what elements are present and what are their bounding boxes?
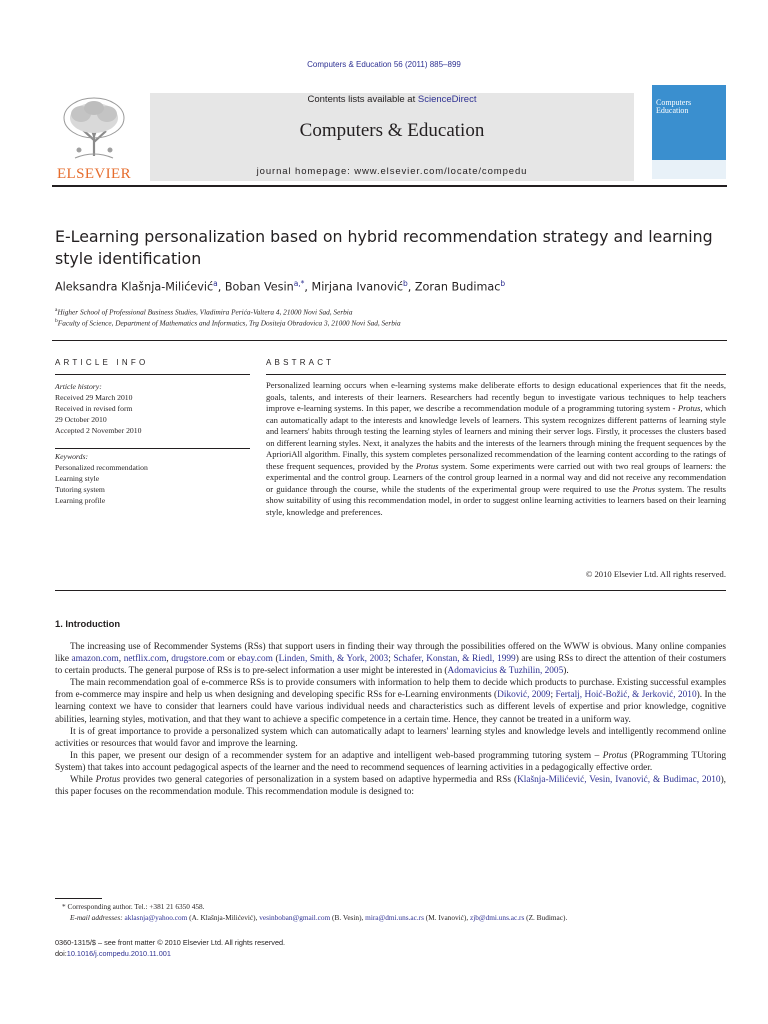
keyword: Tutoring system (55, 485, 105, 494)
abstract-segment: system. Some experiments were carried out with two real groups of learners: the experimental and the control group. Learners of the control group learned in a normal way and did not receive any recommendation or guidance through the course, while the students of the experimental group were required to use the (266, 460, 726, 494)
cover-stripe (652, 160, 726, 179)
author-name: Zoran Budimac (414, 280, 501, 294)
contents-line (150, 94, 634, 105)
email-owner: (A. Klašnja-Milićević), (187, 913, 260, 922)
affiliation-text: Faculty of Science, Department of Mathematics and Informatics, Trg Dositeja Obradovica 3, 21000 Novi Sad, Serbia (57, 318, 401, 328)
email-owner: (Z. Budimac). (524, 913, 568, 922)
issn-line: 0360-1315/$ – see front matter © 2010 Elsevier Ltd. All rights reserved. (55, 938, 286, 947)
affiliation (55, 318, 725, 327)
article-info-heading: ARTICLE INFO (55, 358, 149, 367)
keyword: Personalized recommendation (55, 463, 148, 472)
email-link[interactable]: vesinboban@gmail.com (259, 913, 331, 922)
email-link[interactable]: mira@dmi.uns.ac.rs (365, 913, 424, 922)
abstract-rule (266, 374, 726, 375)
cover-title-line1: Computers (656, 98, 692, 107)
text-segment: In this paper, we present our design of a recommender system for an adaptive and intelligent web-based programming tutoring system – (70, 750, 603, 761)
web-link[interactable]: amazon.com (71, 654, 119, 665)
journal-homepage: journal homepage: www.elsevier.com/locate/compedu (256, 166, 528, 177)
text-segment: The main recommendation goal of e-commerce RSs is to provide consumers with information to help them to decide which products to purchase. Existing successful examples from e-commerce may inspire and help us when designing and developing specific RSs for e-Learning environments ( (55, 678, 726, 701)
system-name: Protus (95, 775, 121, 786)
header-rule (52, 185, 727, 187)
text-segment: ). (563, 666, 569, 677)
abstract-segment: , which can automatically adapt to the interests and knowledge levels of learners. This system recognizes different patterns of learning style and learners' habits through testing the learning styles of learners and mining their server logs. Firstly, it processes the clusters based on different learning styles. Next, it analyzes the habits and the interests of the learners through mining the frequent sequences by the AprioriAll algorithm. Finally, this system completes personalized recommendation of the learning content according to the ratings of these frequent sequences, provided by the (266, 403, 726, 471)
abstract-text (266, 380, 726, 519)
system-name: Protus (415, 460, 439, 471)
doi-label: doi: (55, 949, 67, 958)
article-info-rule (55, 374, 250, 375)
history-item: 29 October 2010 (55, 415, 107, 424)
contents-prefix: Contents lists available at (307, 94, 418, 105)
author-name: Aleksandra Klašnja-Milićević (55, 280, 214, 294)
author-separator: , (407, 280, 415, 294)
text-segment: The increasing use of Recommender Systems (RSs) that support users in finding their way through the possibilities offered on the WWW is obvious. Many online companies like (55, 642, 726, 665)
web-link[interactable]: drugstore.com (171, 654, 225, 665)
sciencedirect-link[interactable]: ScienceDirect (417, 94, 477, 105)
email-label: E-mail addresses: (70, 913, 125, 922)
text-segment: , (118, 654, 124, 665)
author-affiliation-mark[interactable]: b (402, 279, 408, 288)
citation-link[interactable]: Diković, 2009 (497, 690, 551, 701)
email-owner: (B. Vesin), (330, 913, 366, 922)
text-segment: ( (272, 654, 279, 665)
cover-title-line2: Education (656, 106, 689, 116)
text-segment: , (166, 654, 172, 665)
paragraph (55, 774, 726, 798)
system-name: Protus (632, 483, 656, 494)
system-name: Protus (677, 403, 701, 414)
author-affiliation-mark[interactable]: b (500, 279, 506, 288)
history-item: Accepted 2 November 2010 (55, 426, 142, 435)
history-item: Received in revised form (55, 404, 133, 413)
citation-link[interactable]: Klašnja-Milićević, Vesin, Ivanović, & Budimac, 2010 (517, 775, 721, 786)
keyword: Learning profile (55, 496, 106, 505)
text-segment: or (224, 654, 238, 665)
elsevier-wordmark: ELSEVIER (56, 166, 132, 182)
abstract-segment: system. The results show suitability of using this recommendation model, in order to suggest online learning activities to learners based on their learning style, knowledge and preferences. (266, 483, 726, 518)
author-separator: , (217, 280, 225, 294)
paragraph (55, 677, 726, 725)
text-segment: ; (388, 654, 394, 665)
email-link[interactable]: aklasnja@yahoo.com (124, 913, 188, 922)
paragraph: It is of great importance to provide a personalized system which can automatically adapt to learners' learning styles and knowledge levels and intelligently recommend online activities or resources that would favor and improve the learning. (55, 726, 726, 749)
text-segment: ; (550, 690, 556, 701)
footnote-rule (55, 898, 102, 899)
text-segment: (PRogramming TUtoring System) that takes into account pedagogical aspects of the learner and the need to recommend sequences of learning activities in a pedagogically effective order. (55, 750, 726, 773)
citation-link[interactable]: Linden, Smith, & York, 2003 (278, 654, 389, 665)
author-name: Boban Vesin (224, 280, 294, 294)
email-owner: (M. Ivanović), (423, 913, 470, 922)
text-segment: ). In the learning context we have to consider that learners could have various individual needs and characteristics such as different levels of expertise and prior knowledge, cognitive abilities, learning styles, motivation, and that they want to achieve a specific competence in a certain time. Hence, they cannot be treated in a uniform way. (55, 690, 726, 725)
author-name: Mirjana Ivanović (311, 280, 403, 294)
text-segment: provides two general categories of personalization in a system based on adaptive hypermedia and RSs ( (120, 775, 518, 786)
text-segment: While (70, 775, 96, 786)
paper-title: E-Learning personalization based on hybrid recommendation strategy and learning style identification (55, 227, 713, 268)
email-addresses (70, 913, 730, 922)
author-affiliation-mark[interactable]: a,* (293, 279, 305, 288)
history-item: Received 29 March 2010 (55, 393, 133, 402)
web-link[interactable]: netflix.com (123, 654, 167, 665)
affiliation-mark: a (55, 307, 58, 313)
keywords-rule (55, 448, 250, 449)
affiliation-text: Higher School of Professional Business Studies, Vladimira Perića-Valtera 4, 21000 Novi Sad, Serbia (57, 307, 353, 317)
author-separator: , (304, 280, 312, 294)
journal-reference-link[interactable]: Computers & Education 56 (2011) 885–899 (307, 60, 461, 69)
journal-title: Computers & Education (299, 120, 485, 141)
doi-line (55, 949, 171, 958)
title-block-rule (52, 340, 727, 341)
introduction-body (55, 641, 726, 798)
citation-link[interactable]: Schafer, Konstan, & Riedl, 1999 (393, 654, 516, 665)
keywords-label: Keywords: (55, 452, 89, 461)
text-segment: ) are using RSs to direct the attention of their costumers to certain products. The general purpose of RSs is to pre-select information a user might be interested in ( (55, 654, 726, 677)
doi-link[interactable]: 10.1016/j.compedu.2010.11.001 (66, 949, 171, 958)
citation-link[interactable]: Adomavicius & Tuzhilin, 2005 (447, 666, 564, 677)
web-link[interactable]: ebay.com (237, 654, 273, 665)
email-link[interactable]: zjb@dmi.uns.ac.rs (469, 913, 525, 922)
system-name: Protus (602, 750, 628, 761)
corresponding-author-note: * Corresponding author. Tel.: +381 21 6350 458. (62, 902, 205, 911)
affiliation-mark: b (55, 318, 58, 324)
cover-title (656, 99, 724, 116)
abstract-bottom-rule (55, 590, 726, 591)
introduction-heading: 1. Introduction (55, 618, 121, 629)
keyword: Learning style (55, 474, 100, 483)
paragraph (55, 641, 726, 677)
citation-link[interactable]: Fertalj, Hoić-Božić, & Jerković, 2010 (555, 690, 697, 701)
text-segment: ), this paper focuses on the recommendation module. This recommendation module is designed to: (55, 775, 726, 798)
affiliation (55, 307, 725, 316)
paragraph (55, 750, 726, 774)
author-affiliation-mark[interactable]: a (213, 279, 218, 288)
abstract-copyright: © 2010 Elsevier Ltd. All rights reserved. (585, 569, 726, 579)
abstract-segment: Personalized learning occurs when e-learning systems make deliberate efforts to design educational experiences that fit the needs, goals, talents, and interests of their learners. Researchers had recently begun to investigate various techniques to help teachers improve e-learning systems. In this paper, we describe a recommendation module of a programming tutoring system - (266, 380, 726, 414)
history-label: Article history: (55, 382, 102, 391)
author-list (55, 279, 725, 294)
abstract-heading: ABSTRACT (266, 358, 335, 367)
